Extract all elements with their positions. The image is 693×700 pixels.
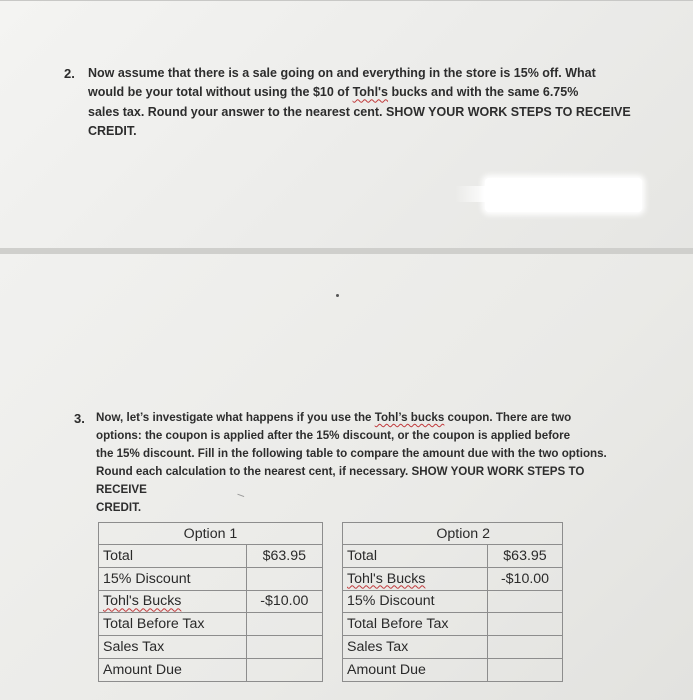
table-row (99, 545, 323, 568)
question-3-line-1-start: Now, let’s investigate what happens if you use the (96, 411, 375, 424)
table-row (343, 658, 563, 681)
row-value[interactable] (246, 613, 322, 636)
option-2-title: Option 2 (343, 523, 563, 545)
question-2-line-1: Now assume that there is a sale going on and everything in the store is 15% off. What (88, 66, 596, 80)
table-row (343, 567, 563, 590)
table-row (343, 545, 563, 568)
row-value[interactable]: $63.95 (488, 545, 563, 568)
table-row (99, 658, 323, 681)
question-3-line-2: options: the coupon is applied after the 15% discount, or the coupon is applied before (96, 429, 571, 442)
row-label: Total (99, 545, 247, 568)
row-label: Total Before Tax (343, 613, 488, 636)
table-row (99, 636, 323, 659)
row-value[interactable]: -$10.00 (488, 567, 563, 590)
row-label: 15% Discount (343, 590, 488, 613)
question-3-line-4: Round each calculation to the nearest cent, if necessary. SHOW YOUR WORK STEPS TO RECEIVE (96, 465, 585, 496)
redaction-tail (455, 186, 489, 202)
question-2-line-3: sales tax. Round your answer to the nearest cent. SHOW YOUR WORK STEPS TO RECEIVE (88, 104, 631, 119)
table-row (343, 636, 563, 659)
question-3-line-5: CREDIT. (96, 501, 142, 514)
row-value[interactable]: -$10.00 (246, 590, 322, 613)
question-3-text (96, 409, 636, 517)
tohls-word: Tohl's (352, 85, 388, 100)
redacted-answer-area (485, 178, 642, 212)
table-row (99, 613, 323, 636)
table-row (99, 590, 323, 613)
question-3-number: 3. (74, 411, 85, 426)
row-label: Sales Tax (99, 636, 247, 659)
row-value[interactable] (488, 613, 563, 636)
question-2-line-2 (88, 83, 648, 102)
row-label: 15% Discount (99, 567, 247, 590)
row-label: Total (343, 545, 488, 568)
row-value[interactable] (488, 658, 563, 681)
question-2-line-2-start: would be your total without using the $10 of (88, 85, 353, 100)
option-2-table (342, 522, 563, 682)
table-row (343, 613, 563, 636)
row-label: Total Before Tax (99, 613, 247, 636)
question-2-text (88, 64, 648, 141)
table-row (343, 590, 563, 613)
tohls-bucks-phrase: Tohl’s bucks (374, 411, 445, 424)
question-3-line-3: the 15% discount. Fill in the following table to compare the amount due with the two options. (96, 447, 607, 460)
row-value[interactable] (246, 567, 322, 590)
row-value[interactable]: $63.95 (246, 545, 322, 568)
tohls-bucks-label: Tohl's Bucks (347, 570, 426, 587)
question-3-line-1-end: coupon. There are two (444, 411, 572, 424)
row-value[interactable] (246, 636, 322, 659)
table-row (99, 567, 323, 590)
row-label (343, 567, 488, 590)
page-speck (336, 294, 339, 297)
question-2-line-2-end: bucks and with the same 6.75% (387, 85, 579, 100)
option-1-table (98, 522, 323, 682)
row-label (99, 590, 247, 613)
row-value[interactable] (488, 636, 563, 659)
row-label: Amount Due (99, 658, 247, 681)
option-1-title: Option 1 (99, 523, 323, 545)
row-label: Amount Due (343, 658, 488, 681)
row-value[interactable] (488, 590, 563, 613)
question-2-line-4: CREDIT. (88, 123, 137, 138)
question-3-line-1 (96, 409, 636, 427)
question-2-number: 2. (64, 66, 75, 81)
row-label: Sales Tax (343, 636, 488, 659)
tohls-bucks-label: Tohl's Bucks (103, 593, 182, 610)
row-value[interactable] (246, 658, 322, 681)
